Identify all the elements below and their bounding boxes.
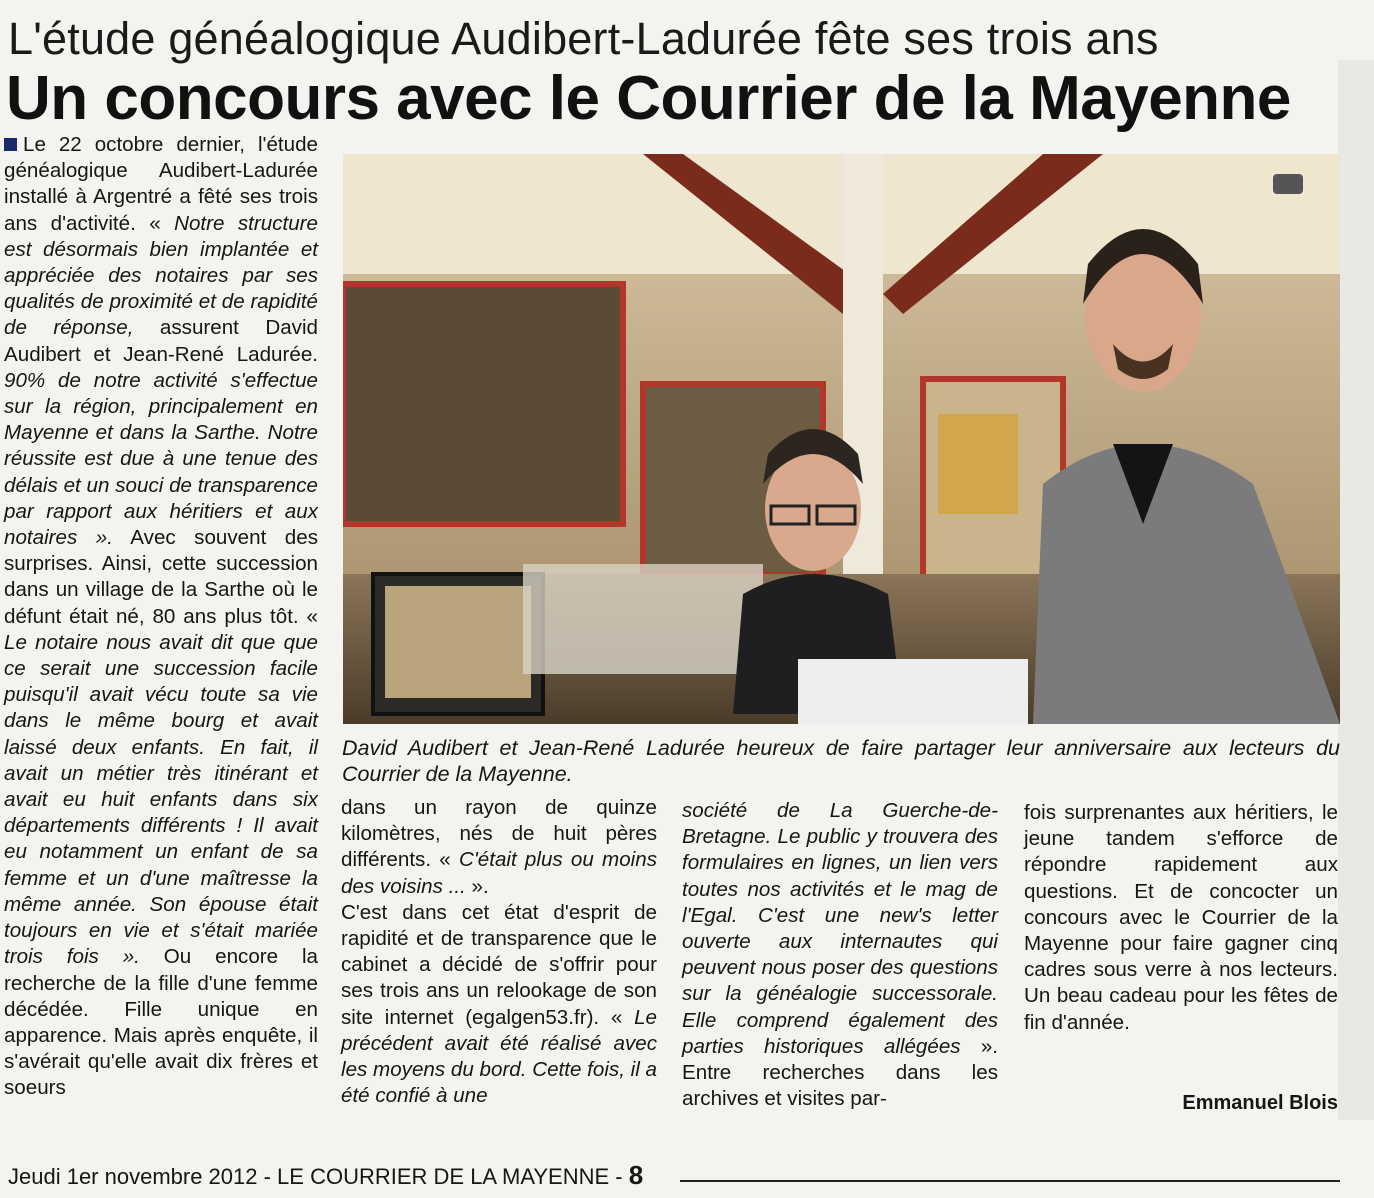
quote-run: Le précédent avait été réalisé avec les moyens du bord. Cette fois, il a été confié à une bbox=[341, 1005, 657, 1108]
quote-run: 90% de notre activité s'effectue sur la région, principalement en Mayenne et dans la Sarthe. Notre réussite est due à une tenue des délais et un souci de transparence par rapport aux héritiers et aux notaires ». bbox=[4, 368, 318, 550]
photo-caption: David Audibert et Jean-René Ladurée heureux de faire partager leur anniversaire aux lecteurs du Courrier de la Mayenne. bbox=[342, 736, 1340, 786]
author-byline: Emmanuel Blois bbox=[1182, 1092, 1338, 1114]
quote-run: Notre structure est désormais bien implantée et appréciée des notaires par ses qualités de proximité et de rapidité de réponse, bbox=[4, 211, 318, 340]
text-run: C'est dans cet état d'esprit de rapidité et de transparence que le cabinet a décidé de s'offrir pour ses trois ans un relookage de son site internet (egalgen53.fr). « bbox=[341, 900, 657, 1029]
column-3-paragraph bbox=[682, 798, 998, 1112]
article-column-4 bbox=[1024, 800, 1338, 1036]
column-4-paragraph: fois surprenantes aux héritiers, le jeune tandem s'efforce de répondre rapidement aux questions. Et de concocter un concours avec le Courrier de la Mayenne pour faire gagner cinq cadres sous verre à nos lecteurs. Un beau cadeau pour les fêtes de fin d'année. bbox=[1024, 801, 1338, 1034]
headline: Un concours avec le Courrier de la Mayenne bbox=[6, 64, 1291, 133]
text-run: dans un rayon de quinze kilomètres, nés de huit pères différents. « bbox=[341, 796, 657, 872]
text-run: ». Entre recherches dans les archives et visites par- bbox=[682, 1034, 999, 1111]
article-column-2 bbox=[341, 795, 657, 1109]
article-column-1 bbox=[4, 132, 318, 1102]
quote-run: C'était plus ou moins des voisins ... bbox=[341, 848, 657, 898]
page-footer bbox=[8, 1160, 668, 1192]
kicker-title: L'étude généalogique Audibert-Ladurée fête ses trois ans bbox=[8, 13, 1159, 64]
column-2-paragraph-2 bbox=[341, 900, 657, 1110]
article-column-3 bbox=[682, 798, 998, 1112]
text-run: Le 22 octobre dernier, l'étude généalogique Audibert-Ladurée installé à Argentré a fêté ses trois ans d'activité. « bbox=[4, 133, 318, 235]
footer-date: Jeudi 1er novembre 2012 - LE COURRIER DE LA MAYENNE - bbox=[8, 1164, 629, 1189]
lead-square-icon bbox=[4, 138, 17, 151]
quote-run: société de La Guerche-de-Bretagne. Le public y trouvera des formulaires en lignes, un lien vers toutes nos activités et le mag de l'Egal. C'est une new's letter ouverte aux internautes qui peuvent nous poser des questions sur la généalogie successorale. Elle comprend également des parties historiques allégées bbox=[682, 799, 998, 1058]
page-margin-bleed bbox=[1338, 60, 1374, 1120]
text-run: ». bbox=[465, 874, 489, 898]
text-run: assurent David Audibert et Jean-René Ladurée. bbox=[4, 316, 318, 366]
page-number: 8 bbox=[628, 1160, 644, 1190]
column-2-paragraph-1 bbox=[341, 795, 657, 900]
text-run: Avec souvent des surprises. Ainsi, cette succession dans un village de la Sarthe où le défunt était né, 80 ans plus tôt. « bbox=[4, 526, 318, 628]
quote-run: Le notaire nous avait dit que que ce serait une succession facile puisqu'il avait vécu toute sa vie dans le même bourg et avait laissé deux enfants. En fait, il avait un métier très itinérant et avait eu huit enfants dans six départements différents ! Il avait eu notamment un enfant de sa femme et un d'une maîtresse la même année. Son épouse était toujours en vie et s'était mariée trois fois ». bbox=[4, 630, 318, 969]
article-photo bbox=[343, 154, 1340, 724]
footer-rule bbox=[680, 1180, 1340, 1182]
text-run: Ou encore la recherche de la fille d'une femme décédée. Fille unique en apparence. Mais après enquête, il s'avérait qu'elle avait dix frères et soeurs bbox=[4, 945, 318, 1100]
column-1-paragraph bbox=[4, 132, 318, 1102]
office-photo-illustration bbox=[343, 154, 1340, 724]
